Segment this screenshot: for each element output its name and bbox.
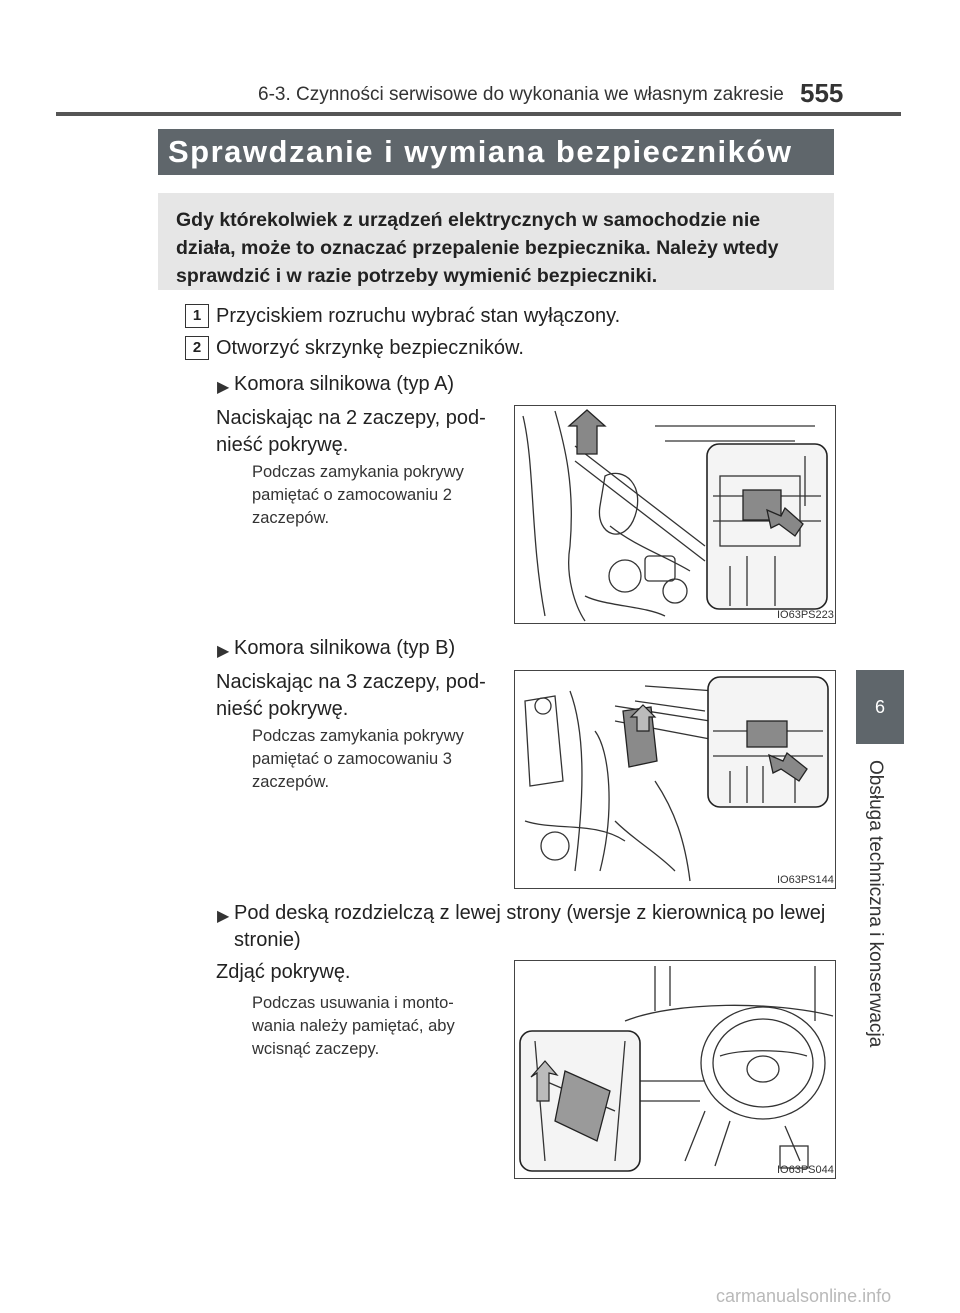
section-b-instruction-1: Naciskając na 3 zaczepy, pod- [216,671,486,693]
page-title: Sprawdzanie i wymiana bezpieczników [168,134,793,169]
section-c-note-3: wcisnąć zaczepy. [252,1040,380,1058]
section-b-heading: Komora silnikowa (typ B) [234,637,456,659]
intro-line-2: działa, może to oznaczać przepalenie bezpiecznika. Należy wtedy [176,237,779,259]
figure-dashboard-left [514,960,836,1179]
figure-engine-type-a [514,405,836,624]
section-a-instruction-1: Naciskając na 2 zaczepy, pod- [216,407,486,429]
bullet-triangle-icon: ▶ [217,379,230,396]
chapter-section-title: 6-3. Czynności serwisowe do wykonania we własnym zakresie [258,84,784,105]
step-text-1: Przyciskiem rozruchu wybrać stan wyłączony. [216,305,621,327]
figure-c-code: IO63PS044 [777,1164,834,1176]
intro-line-1: Gdy którekolwiek z urządzeń elektrycznych w samochodzie nie [176,209,761,231]
bullet-triangle-icon: ▶ [217,908,230,925]
section-b-note-3: zaczepów. [252,773,330,791]
intro-line-3: sprawdzić i w razie potrzeby wymienić bezpieczniki. [176,265,658,287]
bullet-triangle-icon: ▶ [217,643,230,660]
section-a-instruction-2: nieść pokrywę. [216,434,349,456]
section-c-heading-2: stronie) [234,929,301,951]
page-number: 555 [800,78,844,108]
section-c-heading-1: Pod deską rozdzielczą z lewej strony (wersje z kierownicą po lewej [234,902,826,924]
chapter-tab-number: 6 [856,670,904,744]
section-b-note-2: pamiętać o zamocowaniu 3 [252,750,452,768]
figure-engine-type-b [514,670,836,889]
section-a-note-1: Podczas zamykania pokrywy [252,463,464,481]
section-a-note-3: zaczepów. [252,509,330,527]
step-text-2: Otworzyć skrzynkę bezpieczników. [216,337,524,359]
header-divider [56,112,901,116]
section-a-heading: Komora silnikowa (typ A) [234,373,455,395]
engine-a-illustration [515,406,835,623]
watermark: carmanualsonline.info [716,1286,892,1306]
dashboard-illustration [515,961,835,1178]
step-number-2: 2 [185,336,209,360]
section-c-instruction: Zdjąć pokrywę. [216,961,351,983]
section-b-note-1: Podczas zamykania pokrywy [252,727,464,745]
section-b-instruction-2: nieść pokrywę. [216,698,349,720]
engine-b-illustration [515,671,835,888]
chapter-tab-label: Obsługa techniczna i konserwacja [865,760,886,1048]
section-c-note-2: wania należy pamiętać, aby [252,1017,455,1035]
figure-a-code: IO63PS223 [777,609,834,621]
section-c-note-1: Podczas usuwania i monto- [252,994,454,1012]
figure-b-code: IO63PS144 [777,874,834,886]
step-number-1: 1 [185,304,209,328]
section-a-note-2: pamiętać o zamocowaniu 2 [252,486,452,504]
